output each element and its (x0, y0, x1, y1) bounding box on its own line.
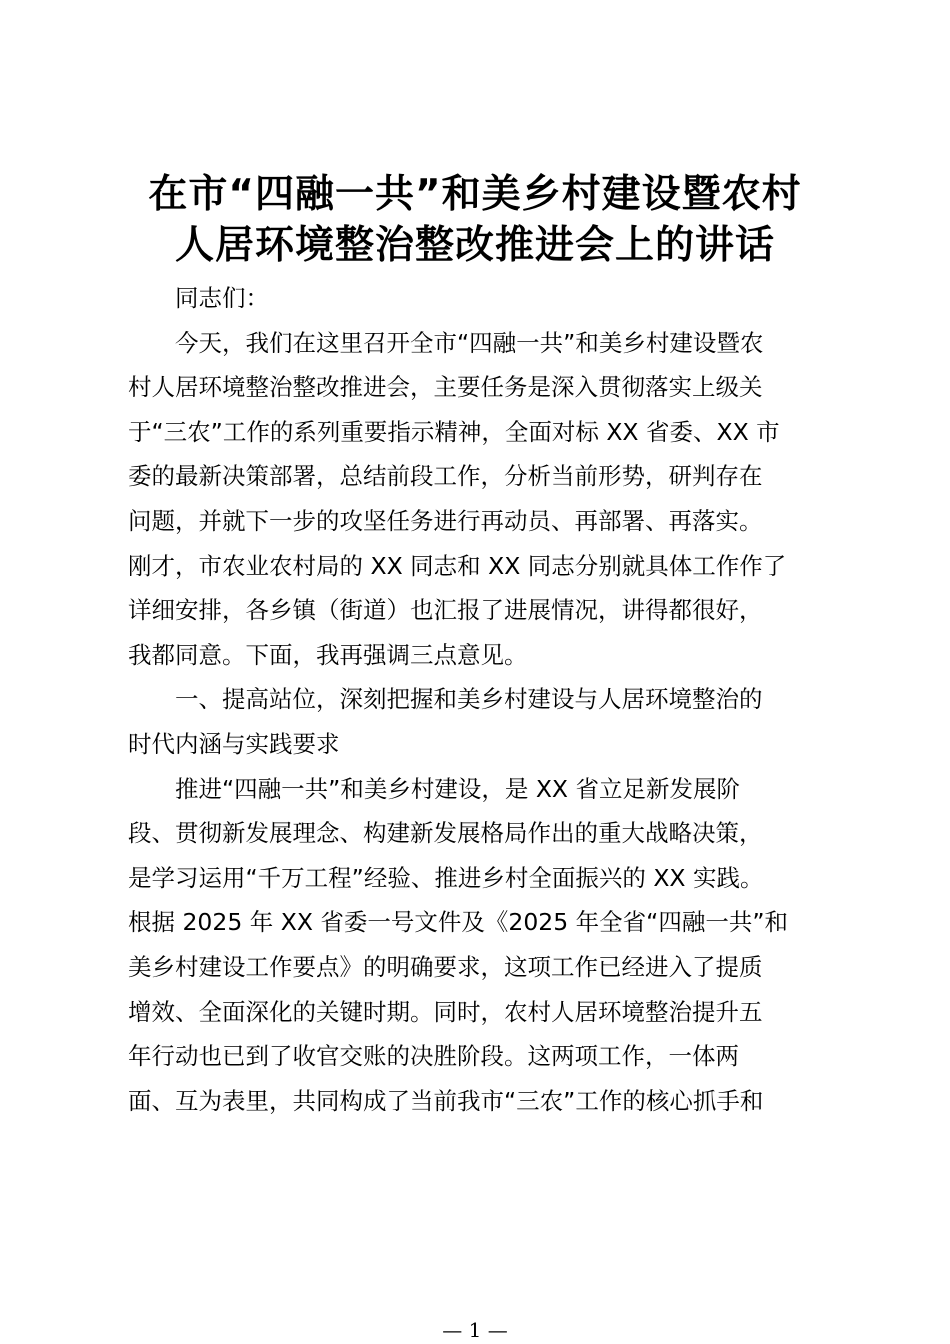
body-text-line: 同志们： (128, 284, 269, 312)
document-title-line-1: 在市“四融一共”和美乡村建设暨农村 (148, 172, 802, 217)
document-title-line-2: 人居环境整治整改推进会上的讲话 (174, 223, 775, 268)
body-text-line: 增效、全面深化的关键时期。同时，农村人居环境整治提升五 (128, 997, 763, 1026)
body-text-line: 今天，我们在这里召开全市“四融一共”和美乡村建设暨农 (128, 328, 764, 357)
body-text-line: 刚才，市农业农村局的 XX 同志和 XX 同志分别就具体工作作了 (128, 551, 787, 580)
body-text-line: 问题，并就下一步的攻坚任务进行再动员、再部署、再落实。 (128, 507, 763, 535)
body-text-line: 村人居环境整治整改推进会，主要任务是深入贯彻落实上级关 (128, 373, 763, 402)
body-text-line: 于“三农”工作的系列重要指示精神，全面对标 XX 省委、XX 市 (128, 417, 780, 446)
body-text-line: 根据 2025 年 XX 省委一号文件及《2025 年全省“四融一共”和 (128, 908, 789, 937)
body-text-line: 是学习运用“千万工程”经验、推进乡村全面振兴的 XX 实践。 (128, 863, 764, 892)
body-text-line: 年行动也已到了收官交账的决胜阶段。这两项工作，一体两 (128, 1042, 739, 1071)
body-text-line: 面、互为表里，共同构成了当前我市“三农”工作的核心抓手和 (128, 1086, 764, 1115)
body-text-line: 委的最新决策部署，总结前段工作，分析当前形势，研判存在 (128, 462, 763, 491)
body-text-line: 一、提高站位，深刻把握和美乡村建设与人居环境整治的 (128, 685, 763, 714)
body-text-line: 时代内涵与实践要求 (128, 730, 340, 758)
body-text-line: 推进“四融一共”和美乡村建设，是 XX 省立足新发展阶 (128, 774, 740, 803)
body-text-line: 详细安排，各乡镇（街道）也汇报了进展情况，讲得都很好， (128, 596, 763, 625)
body-text-line: 美乡村建设工作要点》的明确要求，这项工作已经进入了提质 (128, 953, 763, 981)
body-text-line: 我都同意。下面，我再强调三点意见。 (128, 640, 528, 669)
body-text-line: 段、贯彻新发展理念、构建新发展格局作出的重大战略决策， (128, 819, 763, 848)
page-number: — 1 — (442, 1318, 508, 1342)
